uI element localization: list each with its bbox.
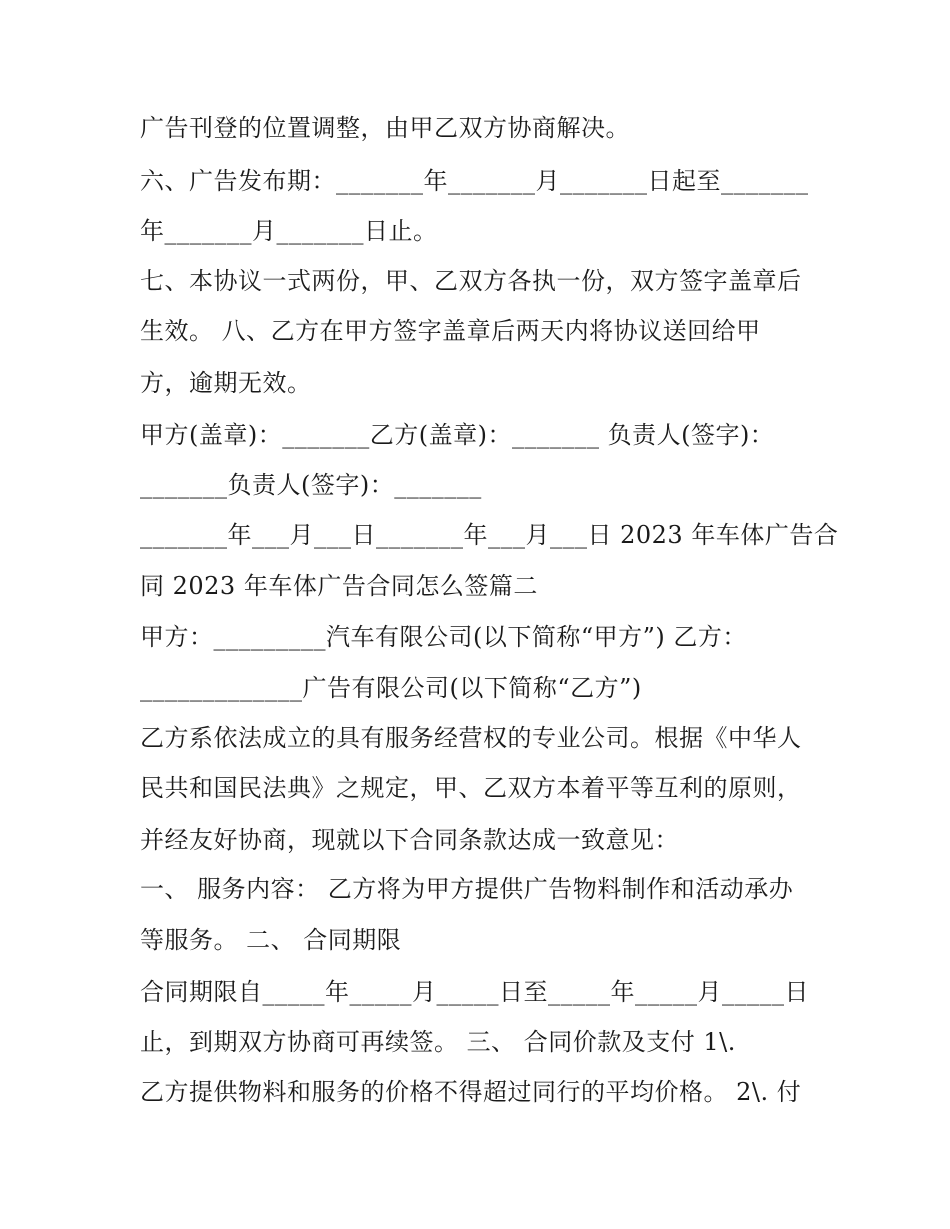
text-line: 七、本协议一式两份，甲、乙双方各执一份，双方签字盖章后 xyxy=(140,267,802,295)
text-line: 止，到期双方协商可再续签。 三、 合同价款及支付 1\. xyxy=(140,1028,736,1056)
text-line: 广告刊登的位置调整，由甲乙双方协商解决。 xyxy=(140,114,630,142)
text-line: 乙方提供物料和服务的价格不得超过同行的平均价格。 2\. 付 xyxy=(140,1078,802,1106)
text-line: 乙方系依法成立的具有服务经营权的专业公司。根据《中华人 xyxy=(140,724,802,752)
text-line: 并经友好协商，现就以下合同条款达成一致意见： xyxy=(140,826,679,854)
text-line: 六、广告发布期：_______年_______月_______日起至_______ xyxy=(140,167,809,195)
text-line: 甲方：_________汽车有限公司(以下简称“甲方”) 乙方： xyxy=(140,623,747,651)
text-line: 一、 服务内容： 乙方将为甲方提供广告物料制作和活动承办 xyxy=(140,875,794,903)
text-line: 生效。 八、乙方在甲方签字盖章后两天内将协议送回给甲 xyxy=(140,317,761,345)
text-line: _____________广告有限公司(以下简称“乙方”) xyxy=(140,674,642,702)
text-line: 年_______月_______日止。 xyxy=(140,217,438,245)
text-line: 甲方(盖章)：_______乙方(盖章)：_______ 负责人(签字)： xyxy=(140,421,775,449)
text-line: _______负责人(签字)：_______ xyxy=(140,471,482,499)
text-line: 合同期限自_____年_____月_____日至_____年_____月_____日 xyxy=(140,978,809,1006)
text-line: 等服务。 二、 合同期限 xyxy=(140,926,402,954)
text-line: 民共和国民法典》之规定，甲、乙双方本着平等互利的原则， xyxy=(140,774,802,802)
text-line: _______年___月___日_______年___月___日 2023 年车体广告合 xyxy=(140,521,839,549)
text-line: 同 2023 年车体广告合同怎么签篇二 xyxy=(140,572,538,600)
text-line: 方，逾期无效。 xyxy=(140,369,312,397)
